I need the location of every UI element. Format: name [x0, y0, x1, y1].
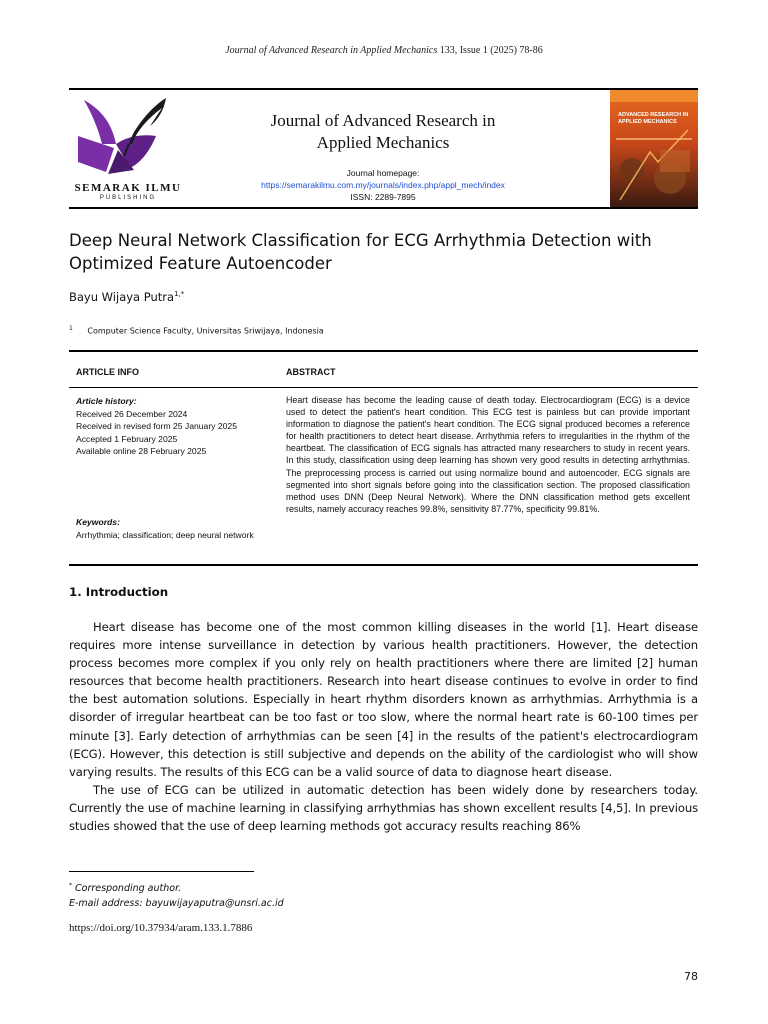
paper-title [69, 229, 698, 275]
affiliation [69, 325, 324, 336]
author-email: E-mail address: bayuwijayaputra@unsri.ac.id [69, 898, 284, 910]
author [69, 290, 184, 304]
keywords-label: Keywords: [76, 517, 120, 527]
journal-masthead-title [230, 110, 536, 154]
journal-title-line-2: Applied Mechanics [316, 133, 450, 152]
journal-cover-image [610, 90, 698, 207]
info-box-bottom-rule [69, 564, 698, 566]
page-number: 78 [684, 970, 698, 983]
introduction-body [69, 618, 698, 835]
homepage-label: Journal homepage: [346, 168, 420, 178]
footnote-mark: * [69, 882, 72, 889]
journal-title-line-1: Journal of Advanced Research in [270, 111, 496, 130]
masthead-top-rule [69, 88, 698, 90]
author-name: Bayu Wijaya Putra [69, 290, 175, 304]
keywords-text: Arrhythmia; classification; deep neural network [76, 529, 254, 540]
history-revised: Received in revised form 25 January 2025 [76, 421, 237, 431]
paragraph: Heart disease has become one of the most common killing diseases in the world [1]. Heart disease requires more intense surveillance in detection by various health practitioners. However, the detection process becomes more complex if you only rely on health practitioners where there are limited [2] human resources that become health practitioners. Research into heart disease continues to evolve in order to find the best automation solutions. Especially in heart rhythm disorders known as arrhythmias. Arrhythmia is a disorder of irregular heartbeat can be too fast or too slow, where the normal heart rate is 60-100 times per minute [3]. Early detection of arrhythmias can be seen [4] in the results of the patient's electrocardiogram (ECG). However, this detection is still subjective and depends on the ability of the cardiologist who will show varying results. The results of this ECG can be a valid source of data to diagnose heart disease. [69, 620, 698, 779]
running-head-issue: 133, Issue 1 (2025) 78-86 [439, 45, 543, 56]
history-online: Available online 28 February 2025 [76, 446, 207, 456]
keywords-block [76, 516, 266, 541]
affiliation-text: Computer Science Faculty, Universitas Sriwijaya, Indonesia [87, 326, 324, 336]
running-head-journal: Journal of Advanced Research in Applied Mechanics [225, 45, 438, 56]
info-box-top-rule [69, 350, 698, 352]
issn: ISSN: 2289-7895 [350, 192, 416, 202]
paper-title-line-2: Optimized Feature Autoencoder [69, 254, 332, 273]
paragraph: The use of ECG can be utilized in automatic detection has been widely done by researchers today. Currently the use of machine learning in classifying arrhythmias has shown excellent results [4,5]. In previous studies showed that the use of deep learning methods got accuracy results reaching 86% [69, 782, 698, 834]
history-received: Received 26 December 2024 [76, 408, 188, 419]
footnote [69, 878, 284, 911]
journal-info [230, 167, 536, 203]
abstract-text: Heart disease has become the leading cause of death today. Electrocardiogram (ECG) is a device used to detect the patient's heart condition. This ECG test is painless but can provide important information to diagnose the patient's heart condition. The ECG signal produced becomes a reference for health practitioners to detect heart disease. Arrhythmia refers to irregularities in the rhythm of the heartbeat. The classification of ECG signals has attracted many researchers to study in recent years. In this study, classification using deep learning has shown very good results in detecting arrhythmias. The preprocessing process is carried out using normalize bound and autoencoder. ECG signals are segmented into short signals before going into the classification section. The proposed classification method uses DNN (Deep Neural Network). Where the DNN classification method gets excellent results, namely accuracy reaches 99.8%, sensitivity 87.77%, specificity 99.81%. [286, 395, 690, 514]
footnote-rule [69, 871, 254, 872]
section-heading-introduction: 1. Introduction [69, 585, 169, 599]
doi-link[interactable]: https://doi.org/10.37934/aram.133.1.7886 [69, 922, 253, 934]
corresponding-author-note: Corresponding author. [75, 883, 182, 895]
history-accepted: Accepted 1 February 2025 [76, 433, 178, 444]
masthead-bottom-rule [69, 207, 698, 209]
article-history [76, 395, 266, 458]
affiliation-number: 1 [69, 325, 73, 332]
history-label: Article history: [76, 396, 137, 406]
author-superscript: 1,* [174, 290, 185, 299]
running-head [0, 45, 768, 56]
paper-title-line-1: Deep Neural Network Classification for ECG Arrhythmia Detection with [69, 231, 652, 250]
article-info-heading: ARTICLE INFO [76, 367, 139, 377]
abstract-heading: ABSTRACT [286, 367, 336, 377]
publisher-sub: PUBLISHING [99, 195, 157, 201]
cover-title: ADVANCED RESEARCH IN APPLIED MECHANICS [618, 112, 689, 125]
info-box-header-rule [69, 387, 698, 388]
publisher-name: SEMARAK ILMU [74, 182, 182, 194]
homepage-link[interactable]: https://semarakilmu.com.my/journals/index.php/appl_mech/index [261, 180, 505, 190]
